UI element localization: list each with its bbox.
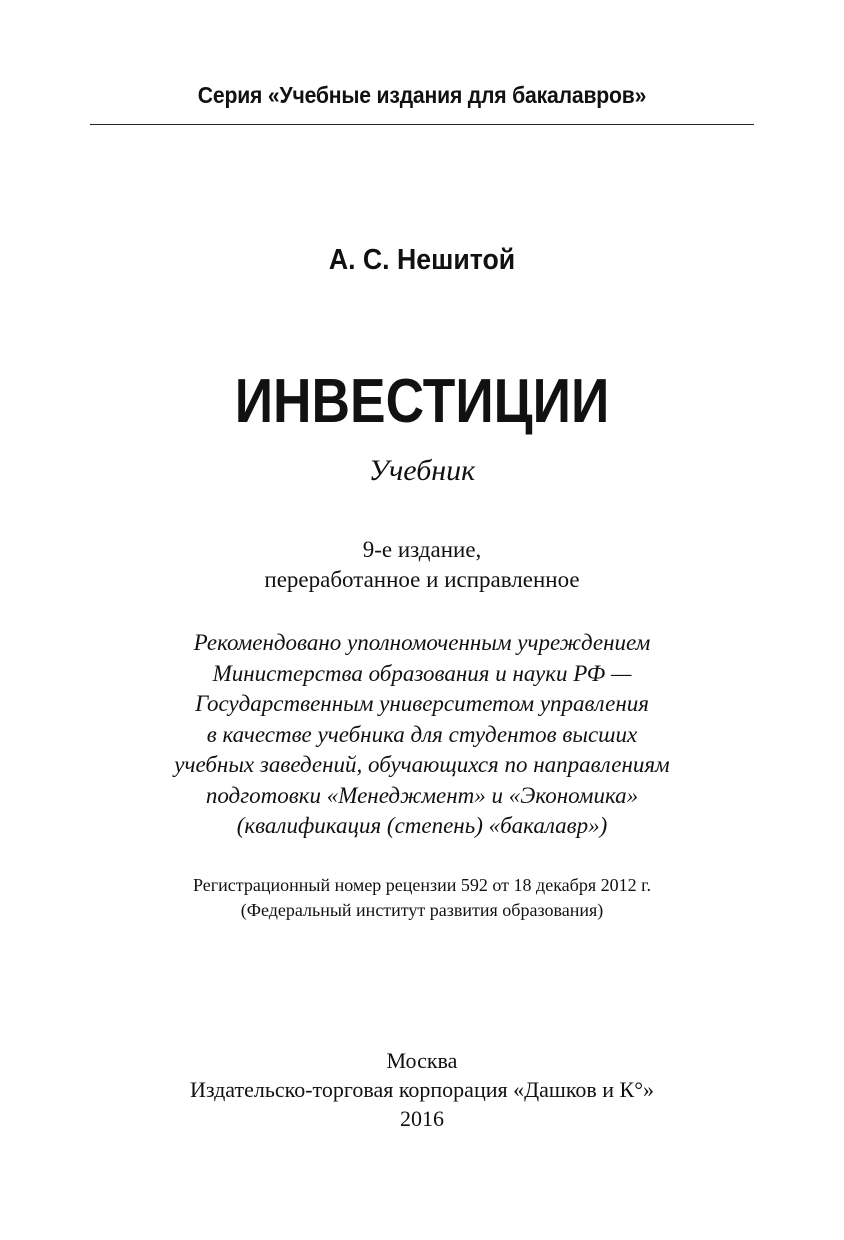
- imprint-year: 2016: [400, 1106, 444, 1131]
- series-heading: Серия «Учебные издания для бакалавров»: [197, 82, 647, 108]
- recommendation-line: учебных заведений, обучающихся по направлениям: [174, 752, 670, 777]
- registration-line: (Федеральный институт развития образования): [240, 900, 604, 920]
- registration-block: [0, 873, 844, 923]
- book-title: ИНВЕСТИЦИИ: [234, 367, 610, 436]
- author-name: А. С. Нешитой: [328, 244, 516, 276]
- recommendation-line: Государственным университетом управления: [195, 691, 649, 716]
- edition-line: 9-е издание,: [362, 537, 482, 562]
- imprint-city: Москва: [386, 1048, 458, 1073]
- recommendation-block: [0, 628, 844, 842]
- recommendation-line: Рекомендовано уполномоченным учреждением: [193, 630, 651, 655]
- recommendation-line: (квалификация (степень) «бакалавр»): [236, 813, 608, 838]
- recommendation-line: в качестве учебника для студентов высших: [206, 721, 638, 747]
- imprint-block: [0, 1046, 844, 1133]
- edition-line: переработанное и исправленное: [264, 567, 580, 592]
- header-divider: [90, 124, 754, 125]
- recommendation-line: подготовки «Менеджмент» и «Экономика»: [205, 782, 639, 808]
- recommendation-line: Министерства образования и науки РФ —: [212, 660, 632, 686]
- imprint-publisher: Издательско-торговая корпорация «Дашков и К°»: [189, 1077, 655, 1102]
- edition-info: [0, 535, 844, 595]
- book-subtitle: Учебник: [368, 454, 476, 487]
- registration-line: Регистрационный номер рецензии 592 от 18 декабря 2012 г.: [193, 875, 651, 895]
